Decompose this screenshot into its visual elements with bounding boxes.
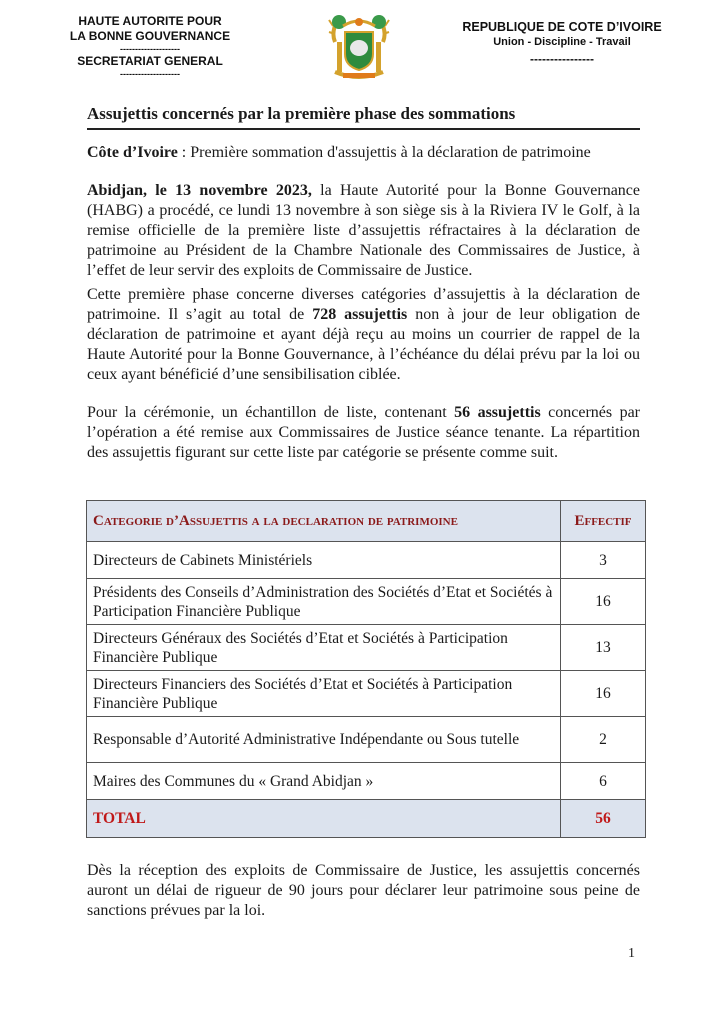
table-row — [87, 763, 646, 800]
row-category: Maires des Communes du « Grand Abidjan » — [87, 763, 561, 800]
row-count: 3 — [561, 542, 646, 579]
document-subject: Assujettis concernés par la première phase des sommations — [87, 103, 640, 130]
republic-separator: ---------------- — [530, 52, 594, 66]
paragraph-intro-date: Abidjan, le 13 novembre 2023, — [87, 182, 312, 199]
row-count: 16 — [561, 579, 646, 625]
categories-table — [86, 500, 646, 838]
paragraph-ceremony — [87, 403, 640, 463]
paragraph-ceremony-text-a: Pour la cérémonie, un échantillon de liste, contenant — [87, 404, 455, 421]
row-category: Directeurs Financiers des Sociétés d’Etat et Sociétés à Participation Financière Publique — [87, 671, 561, 717]
document-dateline — [87, 142, 647, 163]
issuer-separator: -------------------- — [120, 44, 180, 54]
column-header-count: Effectif — [561, 501, 646, 542]
row-category: Responsable d’Autorité Administrative Indépendante ou Sous tutelle — [87, 717, 561, 763]
row-category: Directeurs de Cabinets Ministériels — [87, 542, 561, 579]
national-motto: Union - Discipline - Travail — [493, 36, 631, 48]
paragraph-ceremony-text-b: concernés par l’opération a été remise aux Commissaires de Justice séance tenante. La répartition des assujettis figurant sur cette liste par catégorie se présente comme suit. — [87, 404, 641, 461]
paragraph-ceremony-count: 56 assujettis — [454, 404, 541, 421]
issuer-department: SECRETARIAT GENERAL — [77, 54, 223, 68]
country-name: Côte d’Ivoire — [87, 144, 178, 161]
row-count: 2 — [561, 717, 646, 763]
table-total-row — [87, 800, 646, 838]
table-row — [87, 579, 646, 625]
row-count: 13 — [561, 625, 646, 671]
table-row — [87, 542, 646, 579]
row-category: Directeurs Généraux des Sociétés d’Etat et Sociétés à Participation Financière Publique — [87, 625, 561, 671]
issuer-name-line2: LA BONNE GOUVERNANCE — [69, 29, 231, 43]
paragraph-intro — [87, 181, 640, 281]
issuer-separator-2: -------------------- — [120, 69, 180, 79]
paragraph-scope-count: 728 assujettis — [312, 306, 408, 323]
dateline-title: : Première sommation d'assujettis à la déclaration de patrimoine — [177, 144, 591, 161]
coat-of-arms-icon — [327, 12, 391, 82]
issuer-block — [52, 14, 248, 79]
row-count: 6 — [561, 763, 646, 800]
paragraph-scope-text-b: non à jour de leur obligation de déclaration de patrimoine et ayant déjà reçu au moins un courrier de rappel de la Haute Autorité pour la Bonne Gouvernance, à l’échéance du délai prévu par la loi ou ceux ayant bénéficié d’une sensibilisation ciblée. — [87, 306, 641, 383]
republic-block — [462, 20, 662, 67]
total-value: 56 — [561, 800, 646, 838]
table-header-row — [87, 501, 646, 542]
page-number: 1 — [628, 946, 635, 961]
paragraph-deadline: Dès la réception des exploits de Commissaire de Justice, les assujettis concernés auront un délai de rigueur de 90 jours pour déclarer leur patrimoine sous peine de sanctions prévues par la loi. — [87, 862, 640, 919]
row-category: Présidents des Conseils d’Administration des Sociétés d’Etat et Sociétés à Participation Financière Publique — [87, 579, 561, 625]
column-header-category: Categorie d’Assujettis a la declaration de patrimoine — [87, 501, 561, 542]
paragraph-scope-text-a: Cette première phase concerne diverses catégories d’assujettis à la déclaration de patrimoine. Il s’agit au total de — [87, 286, 640, 323]
table-row — [87, 717, 646, 763]
table-row — [87, 625, 646, 671]
issuer-name-line1: HAUTE AUTORITE POUR — [78, 14, 222, 28]
paragraph-intro-text: la Haute Autorité pour la Bonne Gouvernance (HABG) a procédé, ce lundi 13 novembre à son siège sis à la Riviera IV le Golf, à la remise officielle de la première liste d’assujettis réfractaires à la déclaration de patrimoine au Président de la Chambre Nationale des Commissaires de Justice, à l’effet de leur servir des exploits de Commissaire de Justice. — [87, 182, 640, 279]
table-row — [87, 671, 646, 717]
total-label: TOTAL — [87, 800, 561, 838]
republic-name: REPUBLIQUE DE COTE D’IVOIRE — [462, 20, 662, 34]
paragraph-scope — [87, 285, 640, 385]
row-count: 16 — [561, 671, 646, 717]
